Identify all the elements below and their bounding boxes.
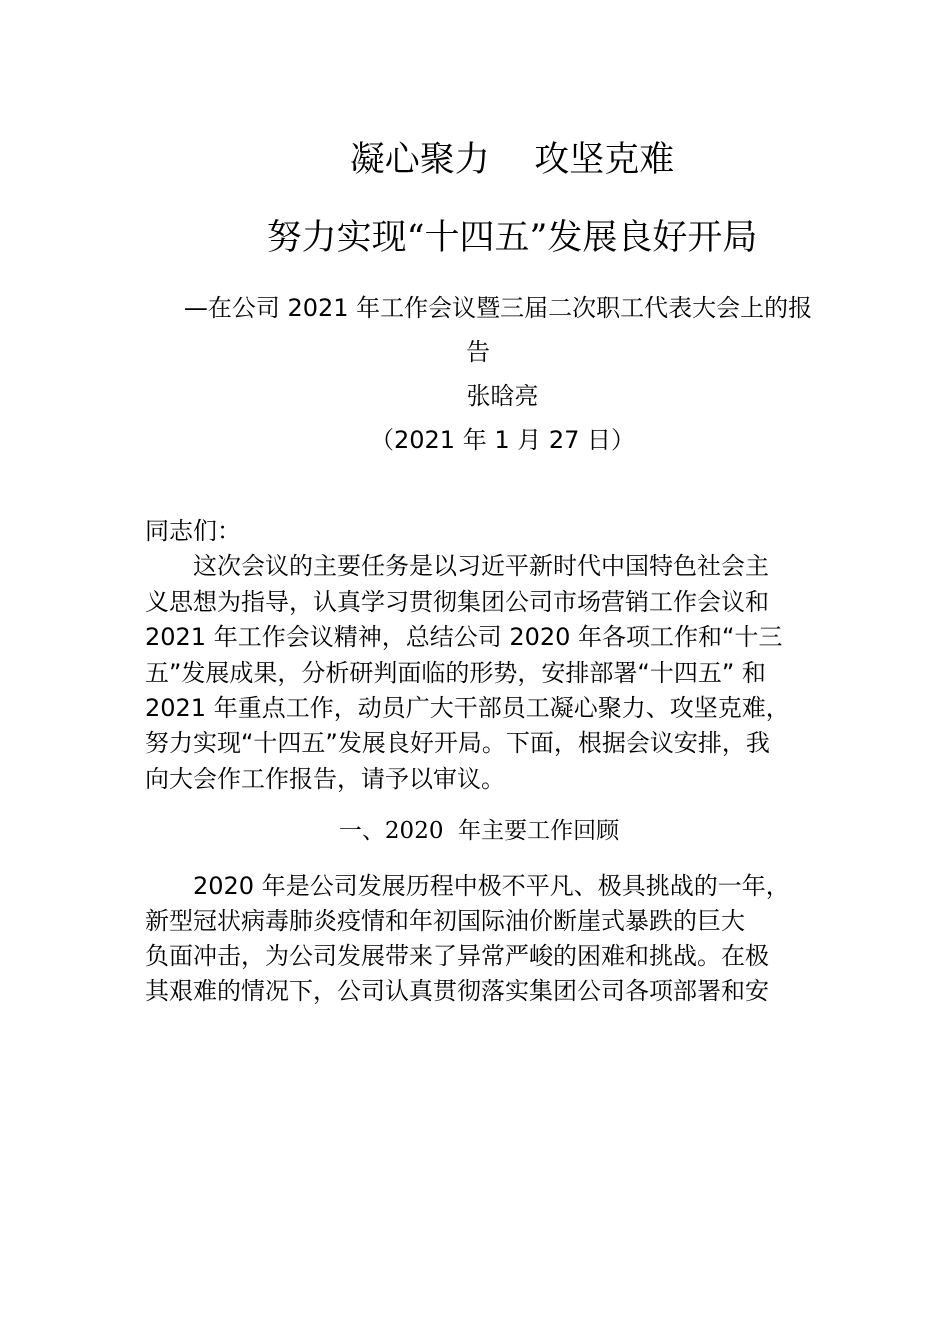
section-heading: 一、2020 年主要工作回顾 [338, 818, 620, 844]
paragraph-line: 五”发展成果，分析研判面临的形势，安排部署“十四五” 和 [145, 658, 766, 687]
paragraph-line: 负面冲击，为公司发展带来了异常严峻的困难和挑战。在极 [145, 942, 769, 970]
salutation: 同志们： [145, 517, 241, 545]
paragraph-line: 义思想为指导，认真学习贯彻集团公司市场营销工作会议和 [145, 587, 769, 616]
subtitle-line-2: 告 [466, 338, 490, 366]
paragraph-line: 这次会议的主要任务是以习近平新时代中国特色社会主 [193, 552, 769, 581]
report-date: （2021 年 1 月 27 日） [369, 426, 636, 454]
author-name: 张晗亮 [466, 382, 539, 410]
paragraph-line: 努力实现“十四五”发展良好开局。下面，根据会议安排，我 [145, 729, 770, 758]
paragraph-line: 新型冠状病毒肺炎疫情和年初国际油价断崖式暴跌的巨大 [145, 907, 745, 935]
paragraph-line: 2021 年重点工作，动员广大干部员工凝心聚力、攻坚克难， [145, 694, 790, 723]
title-line-1: 凝心聚力 攻坚克难 [349, 140, 675, 180]
paragraph-line: 其艰难的情况下，公司认真贯彻落实集团公司各项部署和安 [145, 977, 769, 1005]
subtitle-line-1: —在公司 2021 年工作会议暨三届二次职工代表大会上的报 [183, 294, 813, 322]
section-paragraph [145, 869, 850, 1009]
paragraph-line: 2020 年是公司发展历程中极不平凡、极具挑战的一年， [193, 872, 790, 900]
title-line-2: 努力实现“十四五”发展良好开局 [266, 218, 758, 258]
intro-section [145, 514, 850, 797]
paragraph-line: 向大会作工作报告，请予以审议。 [145, 764, 505, 793]
paragraph-line: 2021 年工作会议精神，总结公司 2020 年各项工作和“十三 [145, 623, 783, 652]
